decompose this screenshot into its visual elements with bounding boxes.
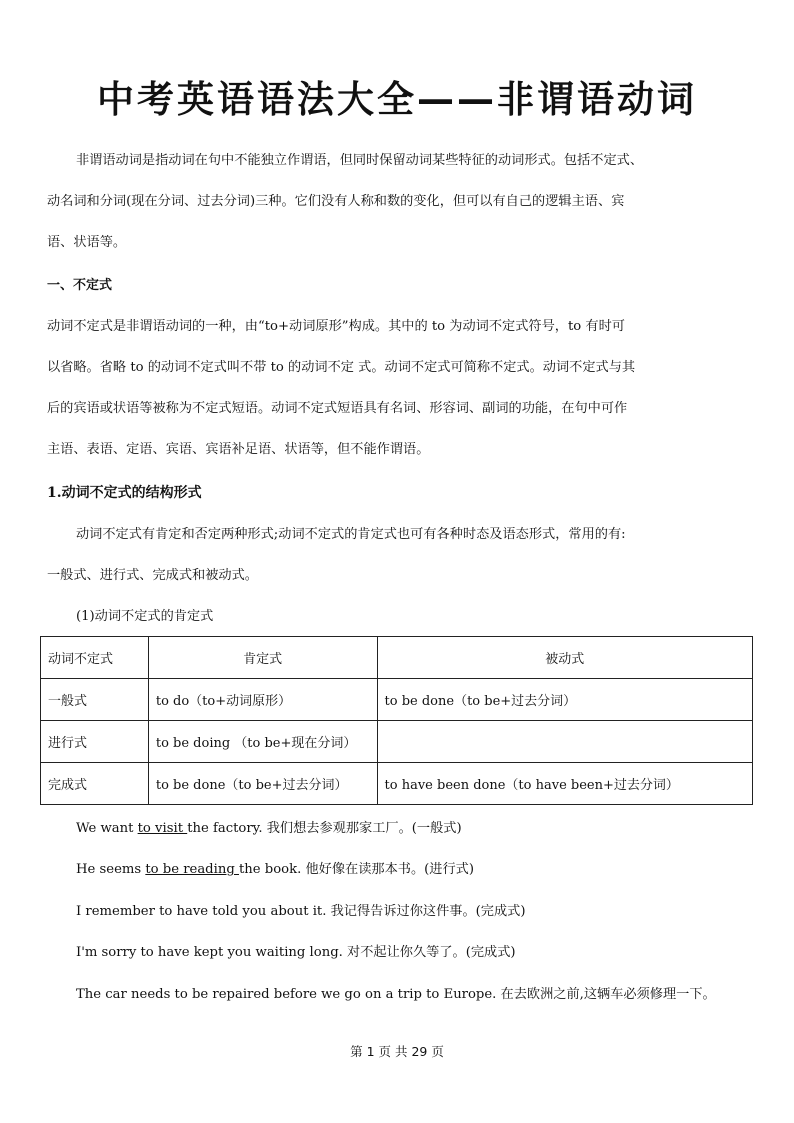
- example-sentence: [76, 818, 462, 839]
- section1-line-4: 主语、表语、定语、宾语、宾语补足语、状语等，但不能作谓语。: [47, 442, 430, 457]
- example-text: We want: [76, 821, 138, 836]
- example-sentence: [76, 901, 526, 922]
- table-cell: to do（to+动词原形）: [148, 679, 377, 721]
- section1-line-3: 后的宾语或状语等被称为不定式短语。动词不定式短语具有名词、形容词、副词的功能，在句中可作: [47, 401, 628, 416]
- intro-line-3: 语、状语等。: [47, 235, 127, 250]
- table-header-cell: 肯定式: [148, 637, 377, 679]
- example-sentence: [76, 859, 474, 880]
- table-header-cell: 动词不定式: [41, 637, 149, 679]
- table-cell: 一般式: [41, 679, 149, 721]
- table-row: [41, 721, 753, 763]
- subsection-line-2: 一般式、进行式、完成式和被动式。: [47, 568, 258, 583]
- section1-line-2: 以省略。省略 to 的动词不定式叫不带 to 的动词不定 式。动词不定式可简称不定式。动词不定式与其: [47, 360, 636, 375]
- table-cell: to be done（to be+过去分词）: [377, 679, 752, 721]
- table-cell: to be done（to be+过去分词）: [148, 763, 377, 805]
- example-sentence: [76, 984, 716, 1005]
- page-number-footer: 第 1 页 共 29 页: [350, 1044, 444, 1059]
- example-text: The car needs to be repaired before we go on a trip to Europe. 在去欧洲之前,这辆车必须修理一下。: [76, 987, 716, 1002]
- table-header-cell: 被动式: [377, 637, 752, 679]
- example-text: the book. 他好像在读那本书。(进行式): [238, 862, 475, 877]
- subsection-line-1: 动词不定式有肯定和否定两种形式;动词不定式的肯定式也可有各种时态及语态形式，常用的有:: [76, 527, 626, 542]
- table-cell: to have been done（to have been+过去分词）: [377, 763, 752, 805]
- intro-line-1: 非谓语动词是指动词在句中不能独立作谓语，但同时保留动词某些特征的动词形式。包括不定式、: [76, 153, 644, 168]
- section-heading-infinitive: 一、不定式: [47, 278, 113, 293]
- intro-line-2: 动名词和分词(现在分词、过去分词)三种。它们没有人称和数的变化，但可以有自己的逻辑主语、宾: [47, 194, 625, 209]
- table-row: [41, 679, 753, 721]
- example-text: I'm sorry to have kept you waiting long. 对不起让你久等了。(完成式): [76, 945, 516, 960]
- example-text: He seems: [76, 862, 146, 877]
- page-title: 中考英语语法大全——非谓语动词: [97, 78, 697, 121]
- section1-line-1: 动词不定式是非谓语动词的一种，由“to+动词原形”构成。其中的 to 为动词不定式符号，to 有时可: [47, 319, 625, 334]
- table-cell: [377, 721, 752, 763]
- table-cell: 完成式: [41, 763, 149, 805]
- example-sentence: [76, 942, 516, 963]
- table-caption: (1)动词不定式的肯定式: [76, 609, 214, 624]
- infinitive-forms-table: [40, 636, 753, 805]
- example-underlined: to visit: [137, 821, 188, 836]
- table-row: [41, 763, 753, 805]
- example-text: I remember to have told you about it. 我记得告诉过你这件事。(完成式): [76, 904, 526, 919]
- table-cell: 进行式: [41, 721, 149, 763]
- table-cell: to be doing （to be+现在分词）: [148, 721, 377, 763]
- example-underlined: to be reading: [145, 862, 239, 877]
- example-text: the factory. 我们想去参观那家工厂。(一般式): [187, 821, 462, 836]
- table-header-row: [41, 637, 753, 679]
- subsection-heading: 1.动词不定式的结构形式: [47, 485, 202, 501]
